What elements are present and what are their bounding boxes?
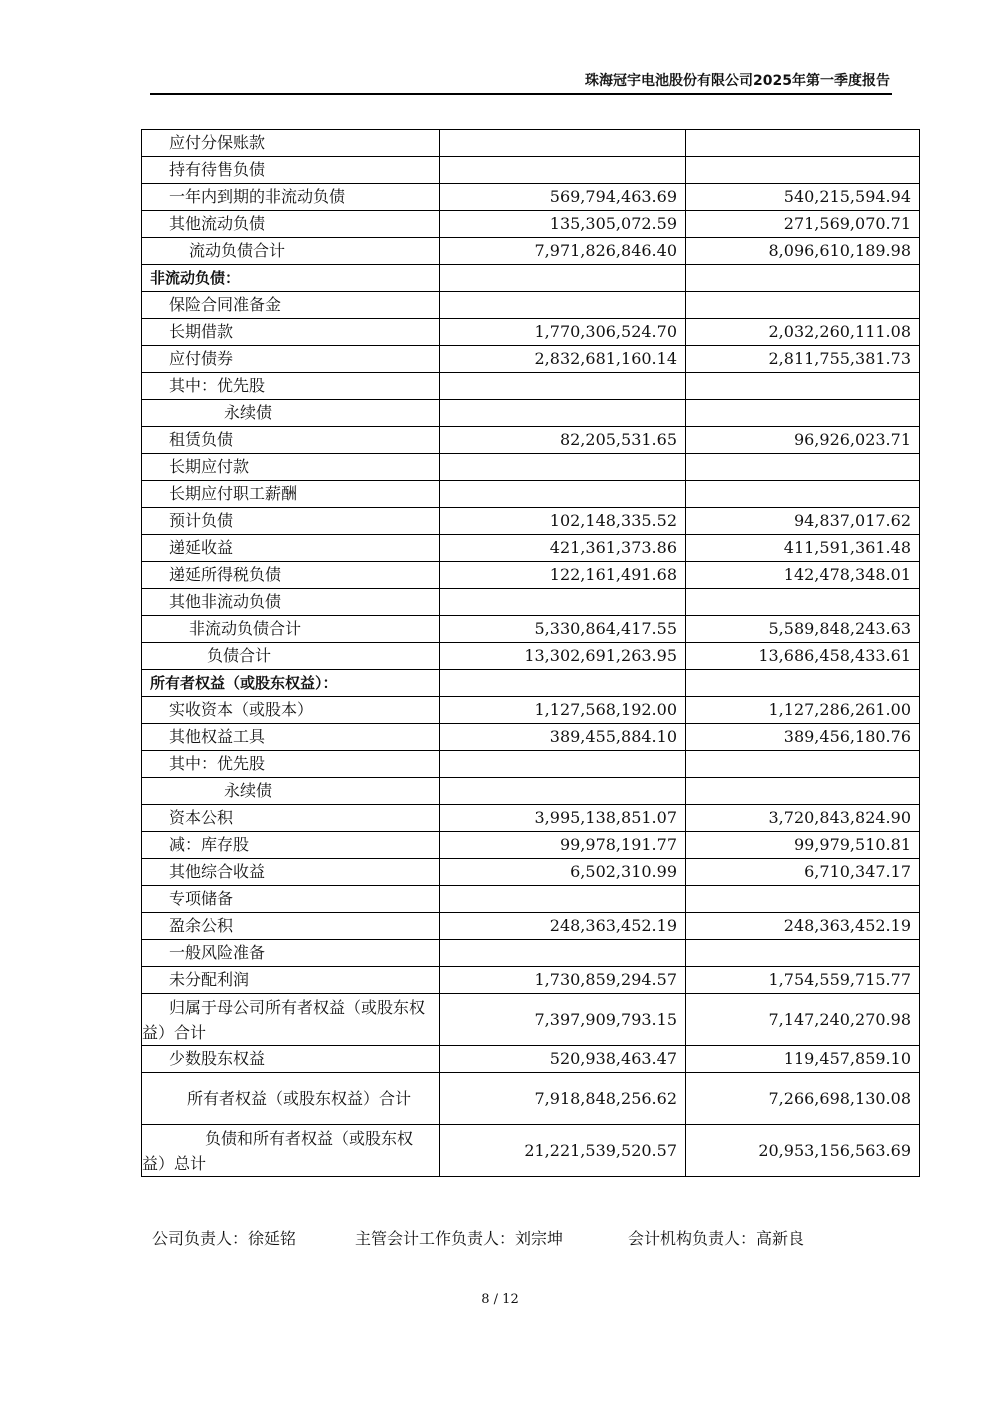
- current-value: 1,127,568,192.00: [440, 697, 686, 724]
- table-row: [142, 1046, 920, 1073]
- prior-value: 2,811,755,381.73: [686, 346, 920, 373]
- prior-value: 248,363,452.19: [686, 913, 920, 940]
- table-row: [142, 886, 920, 913]
- prior-value: [686, 130, 920, 157]
- prior-value: [686, 265, 920, 292]
- current-value: 421,361,373.86: [440, 535, 686, 562]
- current-value: [440, 400, 686, 427]
- current-value: [440, 670, 686, 697]
- table-row: [142, 373, 920, 400]
- row-label: 专项储备: [142, 886, 440, 913]
- current-value: 1,730,859,294.57: [440, 967, 686, 994]
- prior-value: 7,266,698,130.08: [686, 1073, 920, 1125]
- current-value: 7,918,848,256.62: [440, 1073, 686, 1125]
- current-value: [440, 886, 686, 913]
- row-label: 所有者权益（或股东权益）合计: [142, 1073, 440, 1125]
- row-label: 其中：优先股: [142, 373, 440, 400]
- prior-value: 389,456,180.76: [686, 724, 920, 751]
- table-row: [142, 805, 920, 832]
- table-row: [142, 481, 920, 508]
- current-value: 520,938,463.47: [440, 1046, 686, 1073]
- current-value: 248,363,452.19: [440, 913, 686, 940]
- row-label: 递延所得税负债: [142, 562, 440, 589]
- prior-value: [686, 751, 920, 778]
- row-label: 流动负债合计: [142, 238, 440, 265]
- prior-value: [686, 400, 920, 427]
- row-label: 资本公积: [142, 805, 440, 832]
- table-row-subtotal: [142, 238, 920, 265]
- current-value: 389,455,884.10: [440, 724, 686, 751]
- row-label: 归属于母公司所有者权益（或股东权益）合计: [142, 994, 440, 1046]
- table-row: [142, 508, 920, 535]
- row-label: 其他非流动负债: [142, 589, 440, 616]
- prior-value: [686, 589, 920, 616]
- accounting-head-label: 主管会计工作负责人：刘宗坤: [355, 1229, 564, 1248]
- current-value: [440, 589, 686, 616]
- row-label: 一般风险准备: [142, 940, 440, 967]
- table-row: [142, 940, 920, 967]
- row-label: 永续债: [142, 400, 440, 427]
- current-value: 82,205,531.65: [440, 427, 686, 454]
- balance-sheet-table: [141, 129, 920, 1177]
- prior-value: [686, 886, 920, 913]
- prior-value: 6,710,347.17: [686, 859, 920, 886]
- row-label: 一年内到期的非流动负债: [142, 184, 440, 211]
- prior-value: [686, 940, 920, 967]
- prior-value: 99,979,510.81: [686, 832, 920, 859]
- prior-value: [686, 454, 920, 481]
- current-value: 122,161,491.68: [440, 562, 686, 589]
- current-value: [440, 265, 686, 292]
- table-row: [142, 778, 920, 805]
- current-value: [440, 778, 686, 805]
- prior-value: 411,591,361.48: [686, 535, 920, 562]
- section-header-row: [142, 265, 920, 292]
- prior-value: [686, 373, 920, 400]
- prior-value: 119,457,859.10: [686, 1046, 920, 1073]
- row-label: 租赁负债: [142, 427, 440, 454]
- table-row: [142, 589, 920, 616]
- prior-value: 3,720,843,824.90: [686, 805, 920, 832]
- prior-value: 13,686,458,433.61: [686, 643, 920, 670]
- table-row: [142, 994, 920, 1046]
- row-label: 非流动负债合计: [142, 616, 440, 643]
- current-value: 99,978,191.77: [440, 832, 686, 859]
- current-value: 3,995,138,851.07: [440, 805, 686, 832]
- table-row-subtotal: [142, 616, 920, 643]
- current-value: 13,302,691,263.95: [440, 643, 686, 670]
- current-value: [440, 481, 686, 508]
- current-value: 569,794,463.69: [440, 184, 686, 211]
- prior-value: [686, 481, 920, 508]
- row-label: 保险合同准备金: [142, 292, 440, 319]
- row-label: 盈余公积: [142, 913, 440, 940]
- current-value: [440, 751, 686, 778]
- table-row: [142, 319, 920, 346]
- prior-value: 1,754,559,715.77: [686, 967, 920, 994]
- table-row-total: [142, 643, 920, 670]
- row-label: 永续债: [142, 778, 440, 805]
- current-value: [440, 454, 686, 481]
- row-label: 预计负债: [142, 508, 440, 535]
- signature-line: [152, 1226, 852, 1248]
- row-label: 持有待售负债: [142, 157, 440, 184]
- table-row: [142, 967, 920, 994]
- table-row: [142, 427, 920, 454]
- row-label: 减：库存股: [142, 832, 440, 859]
- current-value: 7,971,826,846.40: [440, 238, 686, 265]
- current-value: 5,330,864,417.55: [440, 616, 686, 643]
- prior-value: 94,837,017.62: [686, 508, 920, 535]
- row-label: 长期借款: [142, 319, 440, 346]
- prior-value: [686, 292, 920, 319]
- row-label: 应付债券: [142, 346, 440, 373]
- prior-value: 7,147,240,270.98: [686, 994, 920, 1046]
- section-heading: 所有者权益（或股东权益）：: [142, 670, 440, 697]
- row-label: 递延收益: [142, 535, 440, 562]
- table-row: [142, 454, 920, 481]
- current-value: [440, 373, 686, 400]
- table-row: [142, 157, 920, 184]
- table-row: [142, 535, 920, 562]
- row-label: 其中：优先股: [142, 751, 440, 778]
- row-label: 实收资本（或股本）: [142, 697, 440, 724]
- table-row: [142, 346, 920, 373]
- section-heading: 非流动负债：: [142, 265, 440, 292]
- table-row-total: [142, 1125, 920, 1177]
- current-value: 102,148,335.52: [440, 508, 686, 535]
- table-row: [142, 400, 920, 427]
- prior-value: 1,127,286,261.00: [686, 697, 920, 724]
- current-value: 7,397,909,793.15: [440, 994, 686, 1046]
- row-label: 其他权益工具: [142, 724, 440, 751]
- current-value: 6,502,310.99: [440, 859, 686, 886]
- current-value: 1,770,306,524.70: [440, 319, 686, 346]
- table-row: [142, 913, 920, 940]
- row-label: 应付分保账款: [142, 130, 440, 157]
- table-row: [142, 832, 920, 859]
- current-value: 21,221,539,520.57: [440, 1125, 686, 1177]
- prior-value: [686, 670, 920, 697]
- current-value: [440, 292, 686, 319]
- table-row: [142, 184, 920, 211]
- row-label: 其他综合收益: [142, 859, 440, 886]
- table-row: [142, 724, 920, 751]
- prior-value: 5,589,848,243.63: [686, 616, 920, 643]
- prior-value: 96,926,023.71: [686, 427, 920, 454]
- report-header-title: 珠海冠宇电池股份有限公司2025年第一季度报告: [585, 73, 890, 89]
- table-row: [142, 130, 920, 157]
- row-label: 长期应付职工薪酬: [142, 481, 440, 508]
- row-label: 长期应付款: [142, 454, 440, 481]
- header-rule: [150, 93, 892, 95]
- row-label: 负债和所有者权益（或股东权益）总计: [142, 1125, 440, 1177]
- table-row: [142, 562, 920, 589]
- table-row: [142, 211, 920, 238]
- table-row: [142, 751, 920, 778]
- current-value: 135,305,072.59: [440, 211, 686, 238]
- prior-value: [686, 778, 920, 805]
- row-label: 未分配利润: [142, 967, 440, 994]
- table-row: [142, 292, 920, 319]
- table-row: [142, 859, 920, 886]
- company-head-label: 公司负责人：徐延铭: [152, 1229, 297, 1248]
- current-value: [440, 157, 686, 184]
- prior-value: 540,215,594.94: [686, 184, 920, 211]
- prior-value: 142,478,348.01: [686, 562, 920, 589]
- row-label: 其他流动负债: [142, 211, 440, 238]
- section-header-row: [142, 670, 920, 697]
- prior-value: 2,032,260,111.08: [686, 319, 920, 346]
- table-row-subtotal: [142, 1073, 920, 1125]
- row-label: 少数股东权益: [142, 1046, 440, 1073]
- prior-value: 20,953,156,563.69: [686, 1125, 920, 1177]
- accounting-org-head-label: 会计机构负责人：高新良: [628, 1229, 805, 1248]
- page-number: 8 / 12: [481, 1292, 519, 1307]
- row-label: 负债合计: [142, 643, 440, 670]
- table-row: [142, 697, 920, 724]
- current-value: [440, 940, 686, 967]
- prior-value: 8,096,610,189.98: [686, 238, 920, 265]
- prior-value: [686, 157, 920, 184]
- current-value: [440, 130, 686, 157]
- current-value: 2,832,681,160.14: [440, 346, 686, 373]
- prior-value: 271,569,070.71: [686, 211, 920, 238]
